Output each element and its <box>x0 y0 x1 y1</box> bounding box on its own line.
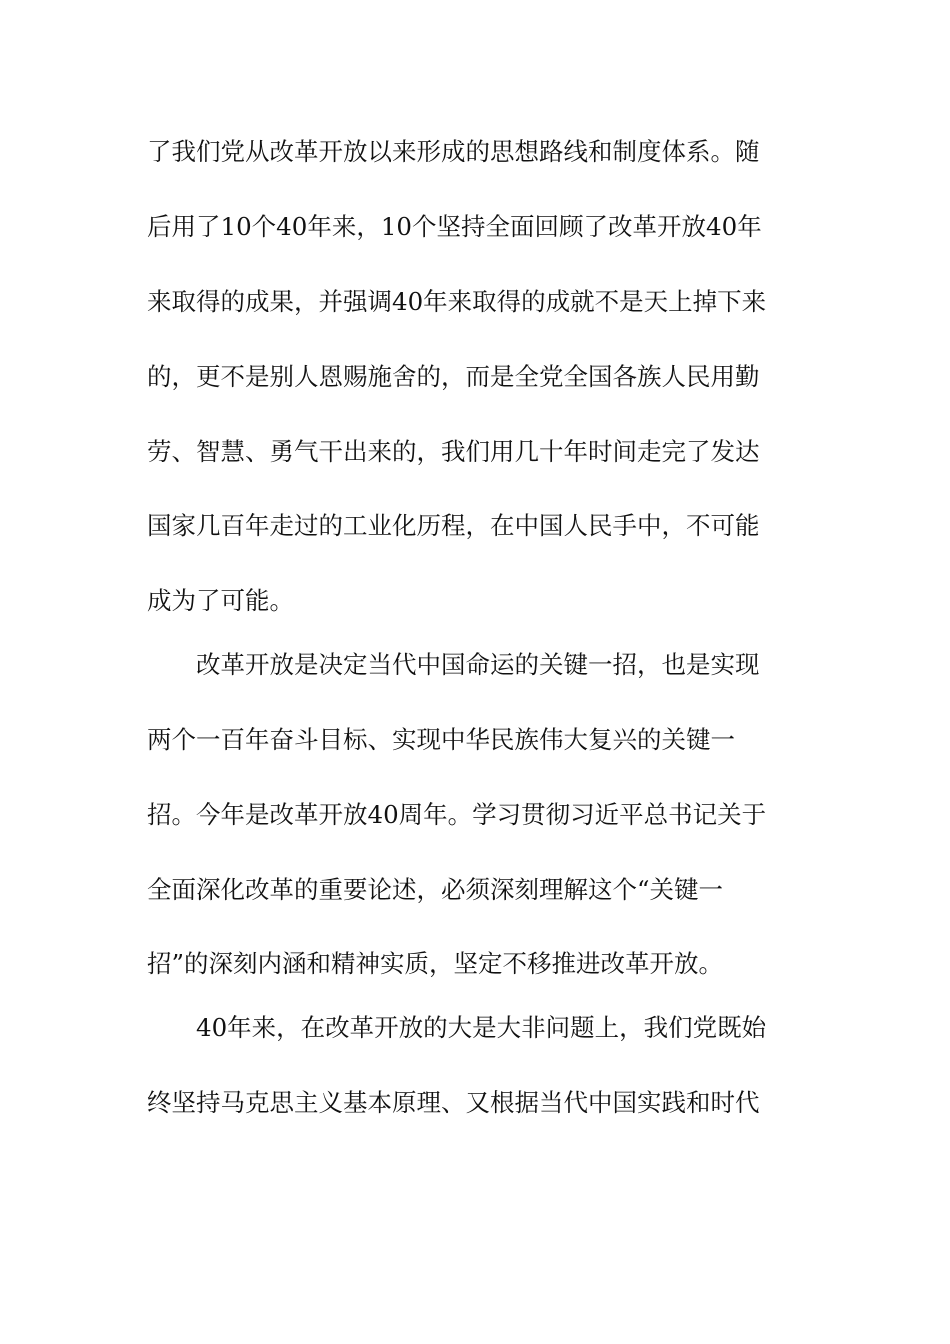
paragraph-first-line: 40年来，在改革开放的大是大非问题上，我们党既始 <box>196 1013 767 1042</box>
text-line: 的，更不是别人恩赐施舍的，而是全党全国各族人民用勤 <box>147 362 760 391</box>
text-line: 招”的深刻内涵和精神实质，坚定不移推进改革开放。 <box>147 949 724 978</box>
paragraph-first-line: 改革开放是决定当代中国命运的关键一招，也是实现 <box>196 650 760 679</box>
text-line: 两个一百年奋斗目标、实现中华民族伟大复兴的关键一 <box>147 725 735 754</box>
text-line: 来取得的成果，并强调40年来取得的成就不是天上掉下来 <box>147 287 767 316</box>
text-line: 国家几百年走过的工业化历程，在中国人民手中，不可能 <box>147 511 760 540</box>
text-line: 了我们党从改革开放以来形成的思想路线和制度体系。随 <box>147 137 760 166</box>
text-line: 招。今年是改革开放40周年。学习贯彻习近平总书记关于 <box>147 800 767 829</box>
text-line: 劳、智慧、勇气干出来的，我们用几十年时间走完了发达 <box>147 437 760 466</box>
text-line: 终坚持马克思主义基本原理、又根据当代中国实践和时代 <box>147 1088 760 1117</box>
text-line: 后用了10个40年来，10个坚持全面回顾了改革开放40年 <box>147 212 762 241</box>
text-line: 成为了可能。 <box>147 586 294 615</box>
text-line: 全面深化改革的重要论述，必须深刻理解这个“关键一 <box>147 875 724 904</box>
